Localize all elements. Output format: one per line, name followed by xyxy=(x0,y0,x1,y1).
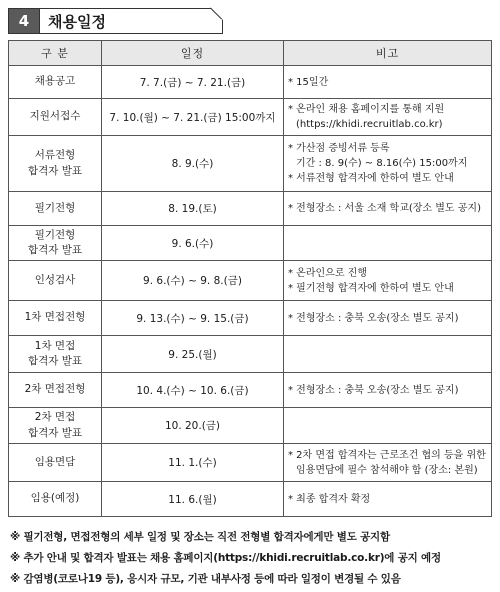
note-line: * 2차 면접 합격자는 근로조건 협의 등을 위한 xyxy=(288,449,486,461)
table-row xyxy=(9,66,492,99)
cell-notes xyxy=(284,373,492,408)
column-header-category: 구 분 xyxy=(9,41,102,66)
cell-date: 9. 6.(수) ~ 9. 8.(금) xyxy=(102,261,284,301)
note-line: * 가산점 증빙서류 등록 xyxy=(288,143,390,154)
cell-date: 10. 20.(금) xyxy=(102,408,284,444)
cell-notes xyxy=(284,444,492,482)
cell-notes xyxy=(284,136,492,192)
cell-category: 2차 면접전형 xyxy=(9,373,102,408)
cell-category: 인성검사 xyxy=(9,261,102,301)
cell-category: 필기전형 합격자 발표 xyxy=(9,226,102,261)
table-row xyxy=(9,336,492,373)
cell-date: 7. 7.(금) ~ 7. 21.(금) xyxy=(102,66,284,99)
table-row xyxy=(9,444,492,482)
section-header xyxy=(8,8,223,34)
schedule-table xyxy=(8,40,492,517)
cell-category: 지원서접수 xyxy=(9,99,102,136)
cell-notes xyxy=(284,192,492,226)
note-line: * 전형장소 : 충북 오송(장소 별도 공지) xyxy=(288,312,459,324)
note-line: * 전형장소 : 서울 소재 학교(장소 별도 공지) xyxy=(288,203,481,214)
cell-notes xyxy=(284,482,492,517)
cell-category: 임용(예정) xyxy=(9,482,102,517)
table-row xyxy=(9,373,492,408)
note-line: * 온라인 채용 홈페이지를 통해 지원 xyxy=(288,104,445,115)
cell-date: 8. 19.(토) xyxy=(102,192,284,226)
cell-category: 1차 면접 합격자 발표 xyxy=(9,336,102,373)
note-line: (https://khidi.recruitlab.co.kr) xyxy=(296,119,443,130)
footnote-1: ※ 필기전형, 면접전형의 세부 일정 및 장소는 직전 전형별 합격자에게만 별도 공지함 xyxy=(10,531,390,543)
footnote-3: ※ 감염병(코로나19 등), 응시자 규모, 기관 내부사정 등에 따라 일정이 변경될 수 있음 xyxy=(10,573,401,585)
note-line: * 전형장소 : 충북 오송(장소 별도 공지) xyxy=(288,384,459,396)
footnote-2: ※ 추가 안내 및 합격자 발표는 채용 홈페이지(https://khidi.recruitlab.co.kr)에 공지 예정 xyxy=(10,552,441,564)
cell-notes xyxy=(284,261,492,301)
note-line: 임용면담에 필수 참석해야 함 (장소: 본원) xyxy=(296,464,478,476)
table-row xyxy=(9,301,492,336)
cell-date: 9. 6.(수) xyxy=(102,226,284,261)
cell-notes xyxy=(284,408,492,444)
cell-category: 서류전형 합격자 발표 xyxy=(9,136,102,192)
cell-date: 9. 25.(월) xyxy=(102,336,284,373)
table-row xyxy=(9,226,492,261)
column-header-date: 일정 xyxy=(102,41,284,66)
cell-date: 8. 9.(수) xyxy=(102,136,284,192)
note-line: * 필기전형 합격자에 한하여 별도 안내 xyxy=(288,282,454,294)
cell-date: 10. 4.(수) ~ 10. 6.(금) xyxy=(102,373,284,408)
cell-date: 11. 1.(수) xyxy=(102,444,284,482)
cell-notes xyxy=(284,336,492,373)
table-row xyxy=(9,192,492,226)
cell-date: 11. 6.(월) xyxy=(102,482,284,517)
cell-date: 9. 13.(수) ~ 9. 15.(금) xyxy=(102,301,284,336)
section-number: 4 xyxy=(8,8,40,34)
note-line: * 최종 합격자 확정 xyxy=(288,493,371,505)
cell-category: 채용공고 xyxy=(9,66,102,99)
cell-notes xyxy=(284,301,492,336)
note-line: * 온라인으로 진행 xyxy=(288,267,367,279)
cell-date: 7. 10.(월) ~ 7. 21.(금) 15:00까지 xyxy=(102,99,284,136)
table-row xyxy=(9,261,492,301)
cell-notes xyxy=(284,66,492,99)
table-header-row xyxy=(9,41,492,66)
note-line: * 서류전형 합격자에 한하여 별도 안내 xyxy=(288,173,454,184)
cell-notes xyxy=(284,99,492,136)
column-header-notes: 비고 xyxy=(284,41,492,66)
table-row xyxy=(9,99,492,136)
cell-category: 임용면담 xyxy=(9,444,102,482)
cell-category: 필기전형 xyxy=(9,192,102,226)
table-row xyxy=(9,408,492,444)
note-line: 기간 : 8. 9(수) ~ 8.16(수) 15:00까지 xyxy=(296,158,468,169)
table-row xyxy=(9,136,492,192)
cell-notes xyxy=(284,226,492,261)
section-title: 채용일정 xyxy=(48,12,106,31)
cell-category: 2차 면접 합격자 발표 xyxy=(9,408,102,444)
table-row xyxy=(9,482,492,517)
section-title-box xyxy=(40,8,223,34)
cell-category: 1차 면접전형 xyxy=(9,301,102,336)
note-line: * 15일간 xyxy=(288,76,329,88)
